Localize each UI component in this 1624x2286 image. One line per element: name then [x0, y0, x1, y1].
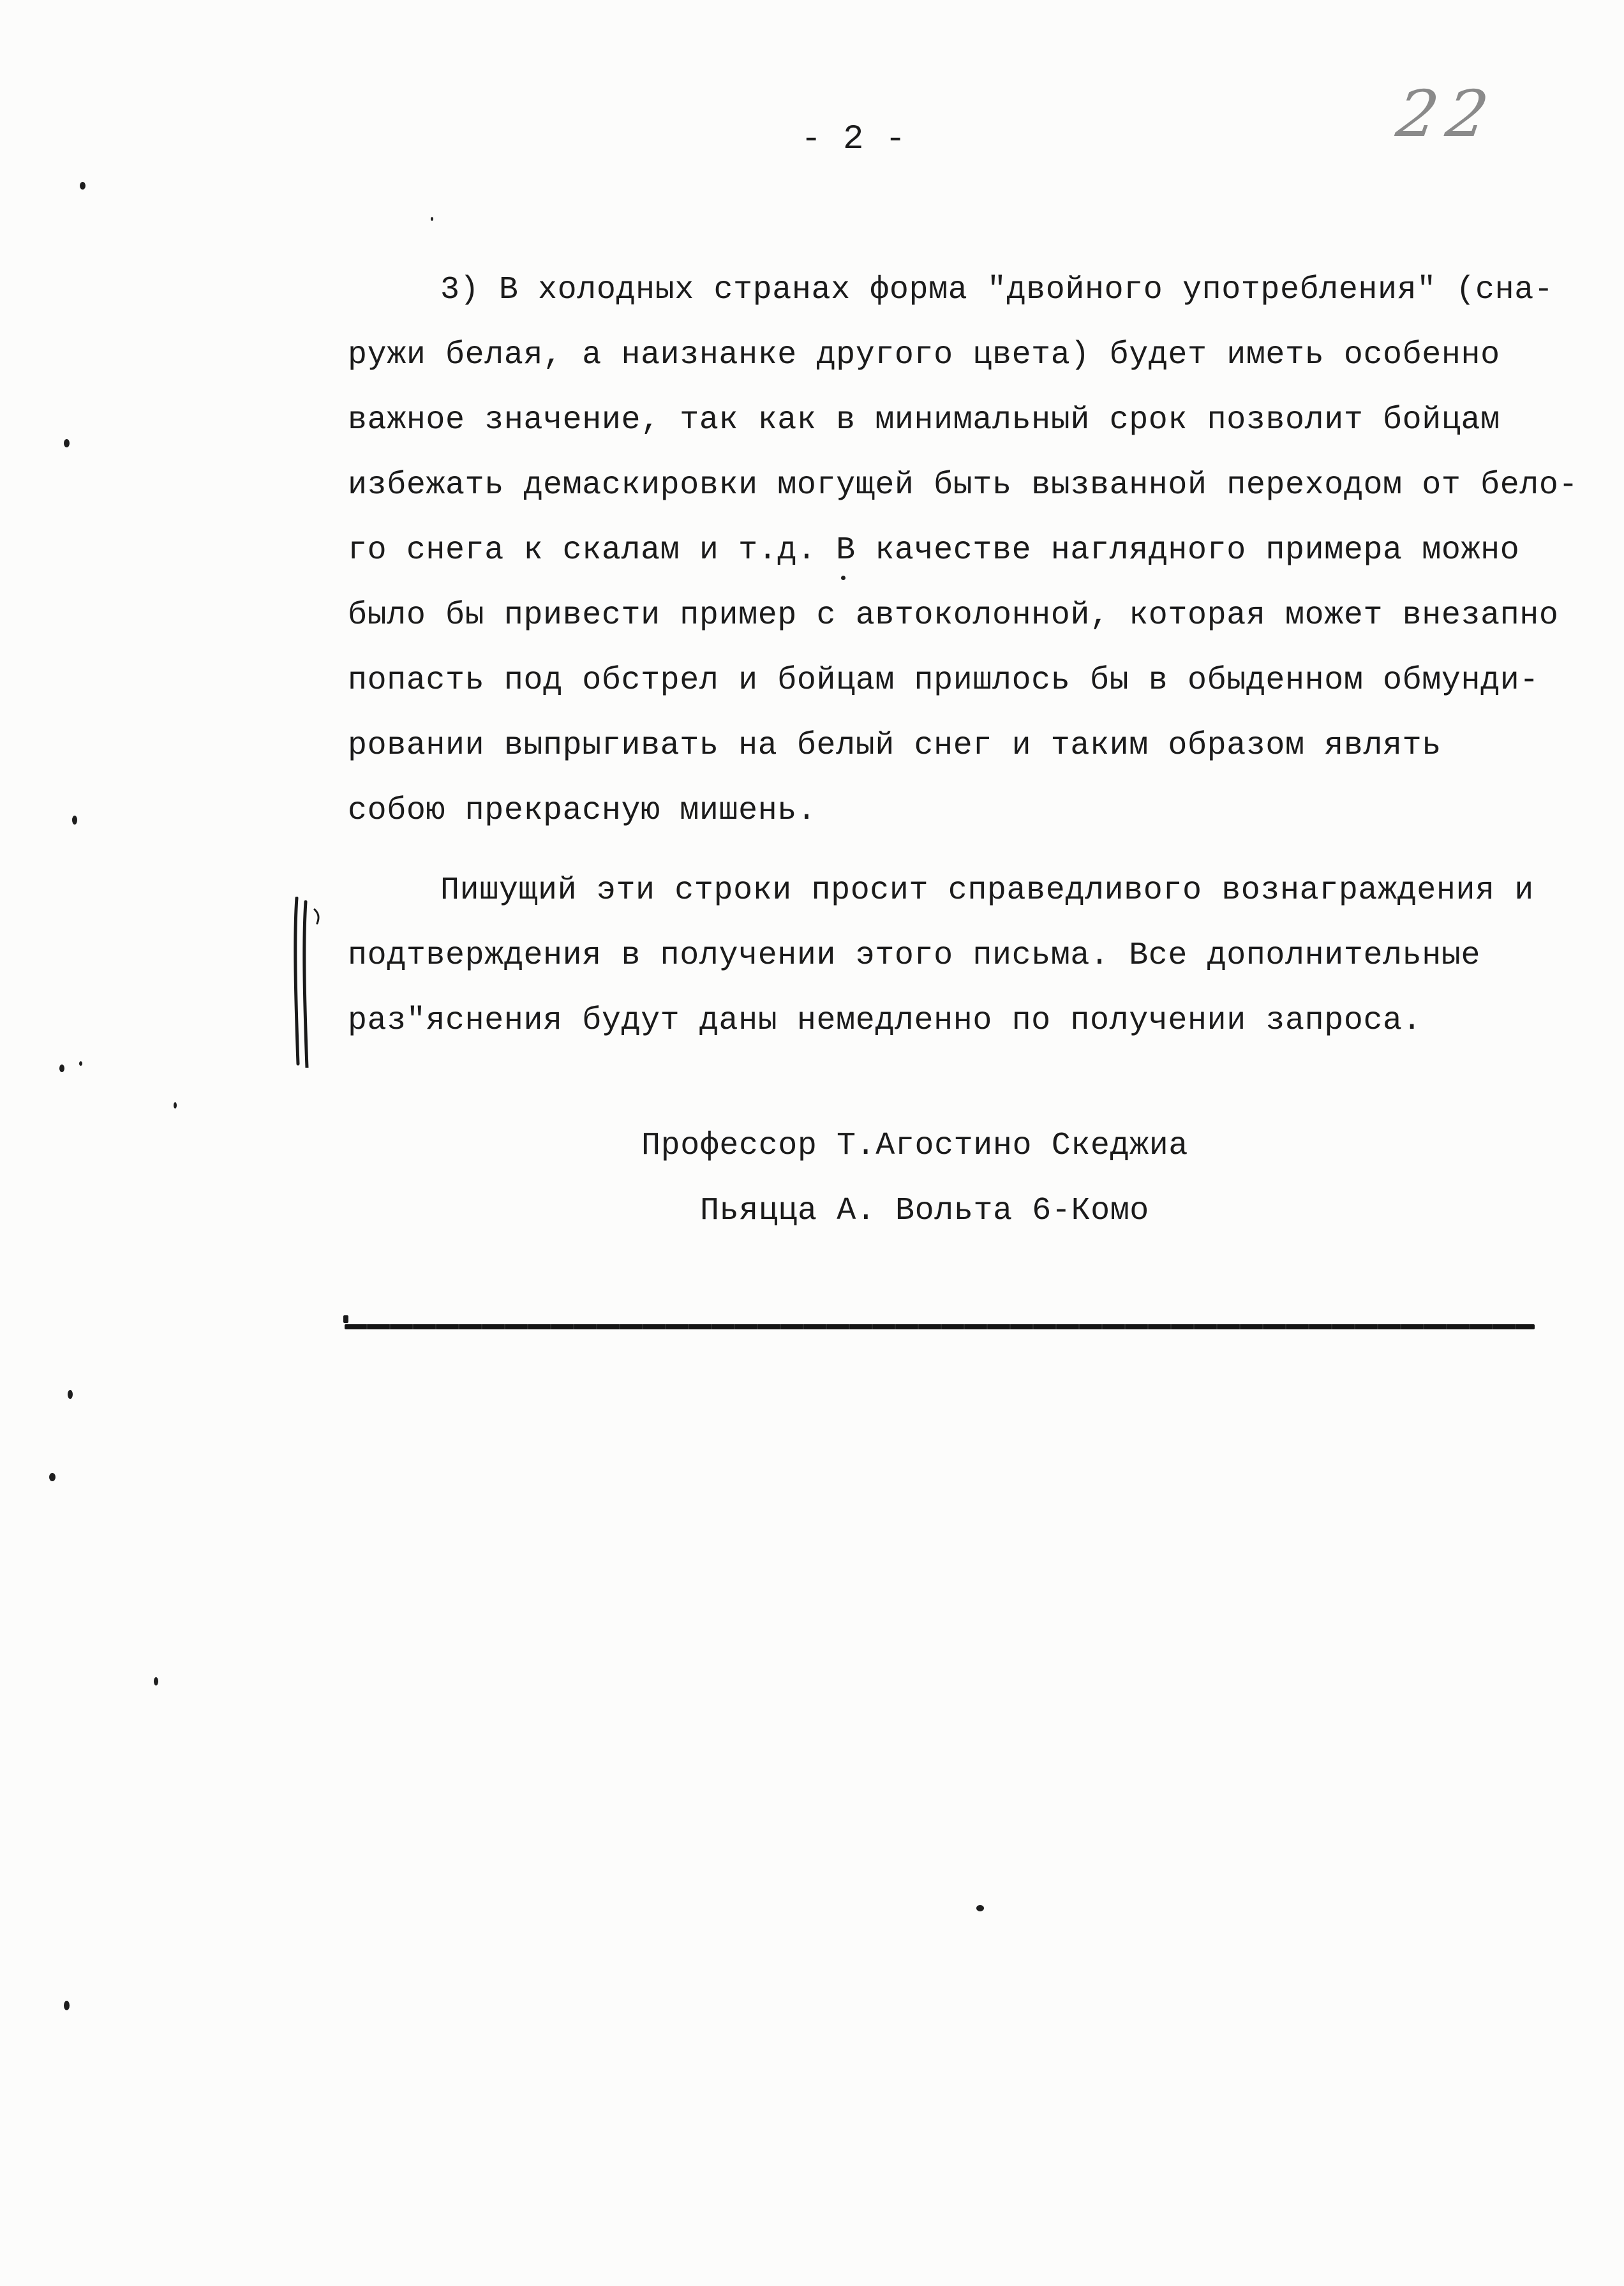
signature-address: Пьяцца А. Вольта 6-Комо	[700, 1193, 1149, 1229]
paragraph-line: ружи белая, а наизнанке другого цвета) будет иметь особенно	[348, 337, 1500, 373]
paragraph-line: важное значение, так как в минимальный срок позволит бойцам	[348, 402, 1500, 438]
paragraph-line: Пишущий эти строки просит справедливого вознаграждения и	[440, 872, 1534, 909]
paragraph-line: подтверждения в получении этого письма. Все дополнительные	[348, 938, 1481, 974]
signature-name: Профессор Т.Агостино Скеджиа	[641, 1128, 1188, 1164]
paragraph-line: ровании выпрыгивать на белый снег и таким образом являть	[348, 728, 1441, 764]
page-number: - 2 -	[801, 120, 907, 159]
paragraph-line: раз"яснения будут даны немедленно по получении запроса.	[348, 1003, 1422, 1039]
paragraph-line: собою прекрасную мишень.	[348, 793, 817, 829]
paragraph-line: го снега к скалам и т.д. В качестве наглядного примера можно	[348, 532, 1520, 569]
closing-rule	[345, 1324, 1535, 1329]
paragraph-line: 3) В холодных странах форма "двойного употребления" (сна-	[440, 272, 1554, 308]
paragraph-line: избежать демаскировки могущей быть вызванной переходом от бело-	[348, 467, 1579, 504]
paragraph-line: было бы привести пример с автоколонной, которая может внезапно	[348, 597, 1559, 634]
archive-page-number: 22	[1392, 77, 1502, 151]
paragraph-line: попасть под обстрел и бойцам пришлось бы в обыденном обмунди-	[348, 662, 1539, 699]
rule-dot	[343, 1315, 348, 1323]
margin-mark	[290, 897, 321, 1068]
